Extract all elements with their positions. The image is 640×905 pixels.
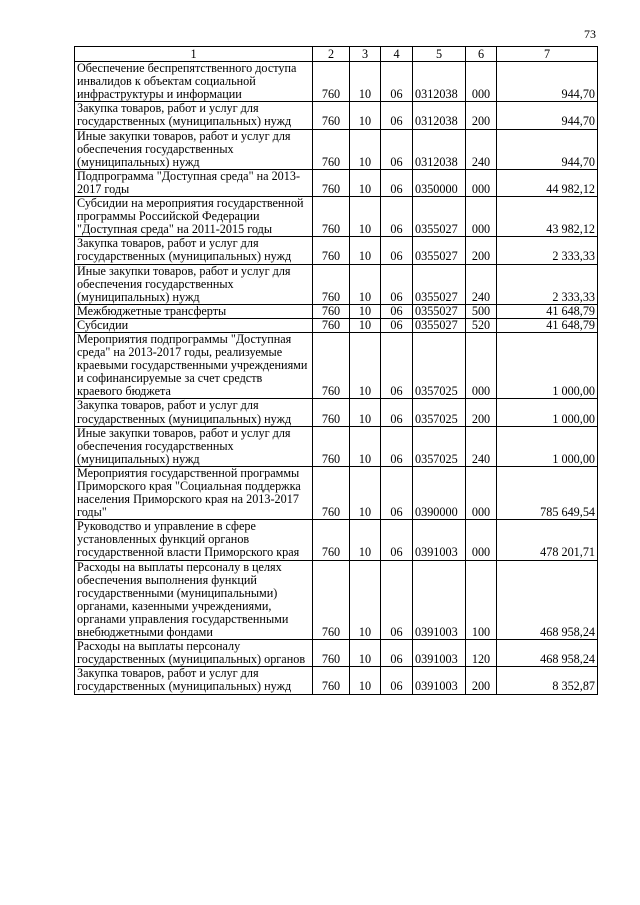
row-code-4: 06 bbox=[381, 520, 413, 560]
row-code-4: 06 bbox=[381, 237, 413, 264]
row-name: Мероприятия подпрограммы "Доступная среда" на 2013-2017 годы, реализуемые краевыми государственными учреждениями и софинансируемые за счет средств краевого бюджета bbox=[75, 332, 313, 398]
row-code-4: 06 bbox=[381, 332, 413, 398]
row-code-4: 06 bbox=[381, 169, 413, 196]
row-code-3: 10 bbox=[350, 264, 381, 304]
row-code-5: 0355027 bbox=[413, 237, 466, 264]
row-amount: 468 958,24 bbox=[497, 640, 598, 667]
row-name: Руководство и управление в сфере установленных функций органов государственной власти Приморского края bbox=[75, 520, 313, 560]
row-code-5: 0357025 bbox=[413, 332, 466, 398]
row-code-3: 10 bbox=[350, 62, 381, 102]
row-code-5: 0391003 bbox=[413, 560, 466, 640]
row-code-4: 06 bbox=[381, 62, 413, 102]
table-row bbox=[75, 466, 598, 519]
page-number: 73 bbox=[584, 27, 596, 41]
row-name: Иные закупки товаров, работ и услуг для обеспечения государственных (муниципальных) нужд bbox=[75, 426, 313, 466]
row-code-5: 0350000 bbox=[413, 169, 466, 196]
row-code-3: 10 bbox=[350, 237, 381, 264]
row-code-3: 10 bbox=[350, 318, 381, 332]
table-row bbox=[75, 332, 598, 398]
row-code-5: 0312038 bbox=[413, 102, 466, 129]
table-row bbox=[75, 560, 598, 640]
row-code-2: 760 bbox=[313, 169, 350, 196]
row-amount: 785 649,54 bbox=[497, 466, 598, 519]
row-name: Мероприятия государственной программы Приморского края "Социальная поддержка населения Приморского края на 2013-2017 годы" bbox=[75, 466, 313, 519]
row-code-4: 06 bbox=[381, 640, 413, 667]
row-code-6: 240 bbox=[466, 129, 497, 169]
row-code-5: 0355027 bbox=[413, 264, 466, 304]
row-code-2: 760 bbox=[313, 318, 350, 332]
row-code-3: 10 bbox=[350, 520, 381, 560]
row-amount: 1 000,00 bbox=[497, 332, 598, 398]
row-amount: 944,70 bbox=[497, 129, 598, 169]
row-code-3: 10 bbox=[350, 667, 381, 694]
row-code-4: 06 bbox=[381, 399, 413, 426]
row-name: Иные закупки товаров, работ и услуг для обеспечения государственных (муниципальных) нужд bbox=[75, 264, 313, 304]
row-code-2: 760 bbox=[313, 304, 350, 318]
row-code-2: 760 bbox=[313, 264, 350, 304]
row-name: Закупка товаров, работ и услуг для государственных (муниципальных) нужд bbox=[75, 399, 313, 426]
row-code-2: 760 bbox=[313, 399, 350, 426]
row-name: Обеспечение беспрепятственного доступа инвалидов к объектам социальной инфраструктуры и информации bbox=[75, 62, 313, 102]
row-amount: 41 648,79 bbox=[497, 304, 598, 318]
row-code-3: 10 bbox=[350, 426, 381, 466]
row-code-5: 0355027 bbox=[413, 304, 466, 318]
row-name: Подпрограмма "Доступная среда" на 2013-2017 годы bbox=[75, 169, 313, 196]
row-code-2: 760 bbox=[313, 129, 350, 169]
row-code-2: 760 bbox=[313, 62, 350, 102]
column-header: 2 bbox=[313, 47, 350, 62]
row-name: Субсидии bbox=[75, 318, 313, 332]
row-code-6: 120 bbox=[466, 640, 497, 667]
row-code-6: 240 bbox=[466, 426, 497, 466]
table-row bbox=[75, 264, 598, 304]
row-amount: 944,70 bbox=[497, 62, 598, 102]
row-code-6: 000 bbox=[466, 197, 497, 237]
table-row bbox=[75, 318, 598, 332]
row-code-6: 000 bbox=[466, 169, 497, 196]
row-amount: 1 000,00 bbox=[497, 399, 598, 426]
table-row bbox=[75, 169, 598, 196]
row-code-3: 10 bbox=[350, 640, 381, 667]
row-code-6: 240 bbox=[466, 264, 497, 304]
row-amount: 1 000,00 bbox=[497, 426, 598, 466]
table-row bbox=[75, 102, 598, 129]
row-code-2: 760 bbox=[313, 197, 350, 237]
row-code-2: 760 bbox=[313, 667, 350, 694]
row-code-3: 10 bbox=[350, 332, 381, 398]
row-code-4: 06 bbox=[381, 318, 413, 332]
column-header: 1 bbox=[75, 47, 313, 62]
row-amount: 43 982,12 bbox=[497, 197, 598, 237]
row-code-4: 06 bbox=[381, 264, 413, 304]
row-code-6: 000 bbox=[466, 466, 497, 519]
row-code-6: 500 bbox=[466, 304, 497, 318]
row-name: Иные закупки товаров, работ и услуг для обеспечения государственных (муниципальных) нужд bbox=[75, 129, 313, 169]
row-name: Расходы на выплаты персоналу государственных (муниципальных) органов bbox=[75, 640, 313, 667]
column-header: 4 bbox=[381, 47, 413, 62]
row-code-6: 000 bbox=[466, 62, 497, 102]
row-code-6: 200 bbox=[466, 102, 497, 129]
table-row bbox=[75, 667, 598, 694]
table-row bbox=[75, 304, 598, 318]
table-header-row bbox=[75, 47, 598, 62]
row-code-6: 520 bbox=[466, 318, 497, 332]
row-code-3: 10 bbox=[350, 304, 381, 318]
row-amount: 41 648,79 bbox=[497, 318, 598, 332]
row-code-5: 0312038 bbox=[413, 62, 466, 102]
row-code-2: 760 bbox=[313, 102, 350, 129]
row-code-2: 760 bbox=[313, 520, 350, 560]
row-code-3: 10 bbox=[350, 102, 381, 129]
row-code-6: 200 bbox=[466, 399, 497, 426]
column-header: 7 bbox=[497, 47, 598, 62]
row-code-5: 0391003 bbox=[413, 640, 466, 667]
row-code-2: 760 bbox=[313, 426, 350, 466]
row-code-5: 0355027 bbox=[413, 318, 466, 332]
row-code-3: 10 bbox=[350, 169, 381, 196]
row-code-6: 100 bbox=[466, 560, 497, 640]
row-code-3: 10 bbox=[350, 466, 381, 519]
row-code-6: 200 bbox=[466, 237, 497, 264]
row-code-3: 10 bbox=[350, 560, 381, 640]
row-code-3: 10 bbox=[350, 129, 381, 169]
row-code-5: 0355027 bbox=[413, 197, 466, 237]
row-code-6: 200 bbox=[466, 667, 497, 694]
row-code-4: 06 bbox=[381, 197, 413, 237]
row-code-6: 000 bbox=[466, 332, 497, 398]
row-code-4: 06 bbox=[381, 466, 413, 519]
row-name: Расходы на выплаты персоналу в целях обеспечения выполнения функций государственными (муниципальными) органами, казенными учреждениями, органами управления государственными внебюджетными фондами bbox=[75, 560, 313, 640]
row-amount: 8 352,87 bbox=[497, 667, 598, 694]
row-code-4: 06 bbox=[381, 102, 413, 129]
table-row bbox=[75, 640, 598, 667]
row-code-5: 0357025 bbox=[413, 426, 466, 466]
row-name: Субсидии на мероприятия государственной программы Российской Федерации "Доступная среда" на 2011-2015 годы bbox=[75, 197, 313, 237]
row-code-5: 0390000 bbox=[413, 466, 466, 519]
row-code-2: 760 bbox=[313, 560, 350, 640]
row-code-2: 760 bbox=[313, 640, 350, 667]
table-row bbox=[75, 197, 598, 237]
row-code-4: 06 bbox=[381, 304, 413, 318]
row-code-5: 0312038 bbox=[413, 129, 466, 169]
row-code-5: 0391003 bbox=[413, 667, 466, 694]
row-amount: 2 333,33 bbox=[497, 264, 598, 304]
row-amount: 944,70 bbox=[497, 102, 598, 129]
row-name: Закупка товаров, работ и услуг для государственных (муниципальных) нужд bbox=[75, 667, 313, 694]
row-name: Межбюджетные трансферты bbox=[75, 304, 313, 318]
table-row bbox=[75, 62, 598, 102]
row-amount: 478 201,71 bbox=[497, 520, 598, 560]
row-name: Закупка товаров, работ и услуг для государственных (муниципальных) нужд bbox=[75, 237, 313, 264]
table-row bbox=[75, 399, 598, 426]
table-row bbox=[75, 237, 598, 264]
row-code-5: 0357025 bbox=[413, 399, 466, 426]
table-row bbox=[75, 426, 598, 466]
table-row bbox=[75, 129, 598, 169]
row-amount: 44 982,12 bbox=[497, 169, 598, 196]
budget-table bbox=[74, 46, 598, 695]
row-name: Закупка товаров, работ и услуг для государственных (муниципальных) нужд bbox=[75, 102, 313, 129]
column-header: 5 bbox=[413, 47, 466, 62]
row-code-4: 06 bbox=[381, 667, 413, 694]
row-code-3: 10 bbox=[350, 197, 381, 237]
column-header: 6 bbox=[466, 47, 497, 62]
row-code-5: 0391003 bbox=[413, 520, 466, 560]
row-code-2: 760 bbox=[313, 466, 350, 519]
row-amount: 2 333,33 bbox=[497, 237, 598, 264]
row-code-4: 06 bbox=[381, 426, 413, 466]
table-row bbox=[75, 520, 598, 560]
column-header: 3 bbox=[350, 47, 381, 62]
row-code-2: 760 bbox=[313, 332, 350, 398]
row-code-4: 06 bbox=[381, 560, 413, 640]
row-amount: 468 958,24 bbox=[497, 560, 598, 640]
row-code-6: 000 bbox=[466, 520, 497, 560]
row-code-2: 760 bbox=[313, 237, 350, 264]
row-code-4: 06 bbox=[381, 129, 413, 169]
row-code-3: 10 bbox=[350, 399, 381, 426]
